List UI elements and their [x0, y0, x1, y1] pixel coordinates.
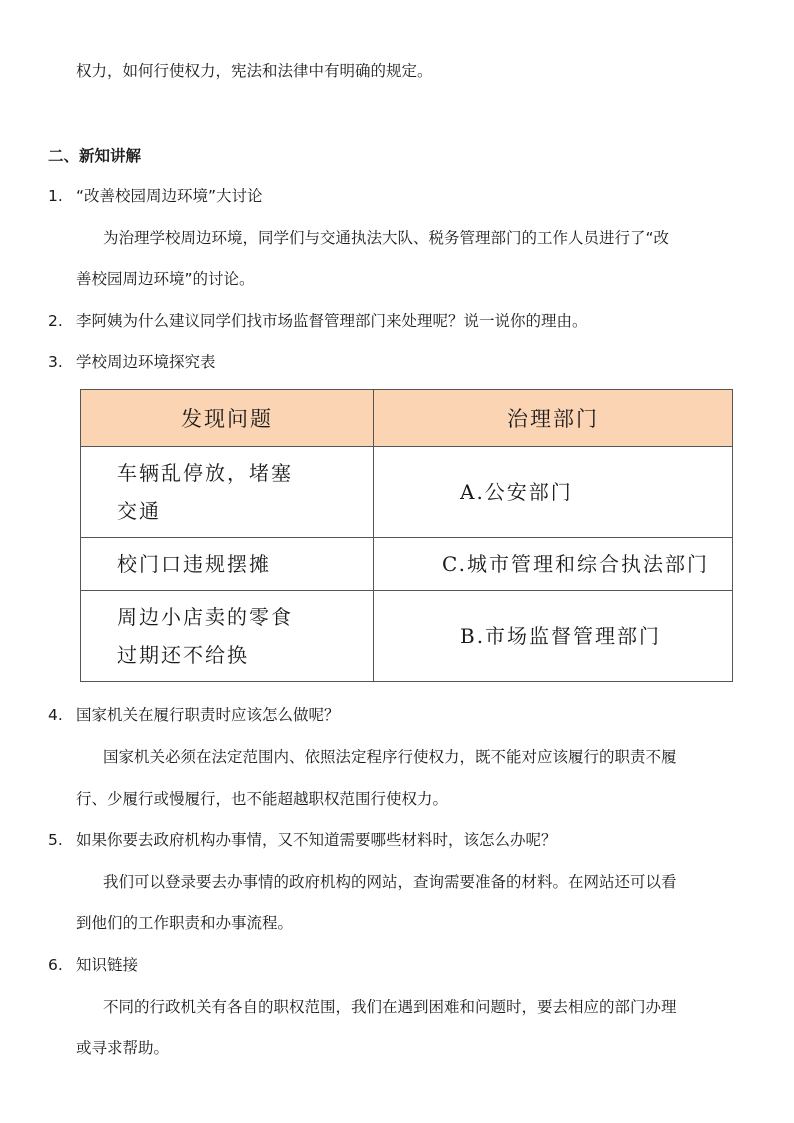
problem-cell [81, 538, 374, 591]
problem-text: 车辆乱停放，堵塞 [117, 461, 293, 485]
item-number: 2. [48, 312, 63, 330]
item-text-materials-question: 如果你要去政府机构办事情，又不知道需要哪些材料时，该怎么办呢？ [76, 831, 557, 849]
paragraph-5-line-1: 我们可以登录要去办事情的政府机构的网站，查询需要准备的材料。在网站还可以看 [103, 873, 677, 891]
department-text: B.市场监督管理部门 [460, 624, 662, 648]
intro-line: 权力，如何行使权力，宪法和法律中有明确的规定。 [76, 62, 433, 80]
paragraph-1-line-2: 善校园周边环境”的讨论。 [76, 270, 255, 288]
item-text-knowledge-link: 知识链接 [76, 956, 139, 974]
exploration-table [80, 389, 733, 682]
table-row [81, 591, 733, 682]
table-row [81, 538, 733, 591]
problem-text: 周边小店卖的零食 [117, 605, 293, 629]
item-number: 5. [48, 831, 63, 849]
section-heading: 二、新知讲解 [48, 147, 142, 165]
department-text: C.城市管理和综合执法部门 [442, 552, 709, 576]
item-text-discussion: “改善校园周边环境”大讨论 [76, 187, 263, 205]
problem-text: 校门口违规摆摊 [117, 552, 271, 576]
department-cell [374, 591, 733, 682]
department-cell [374, 447, 733, 538]
item-number: 4. [48, 706, 63, 724]
department-text: A.公安部门 [460, 480, 573, 504]
table-row [81, 447, 733, 538]
paragraph-4-line-1: 国家机关必须在法定范围内、依照法定程序行使权力，既不能对应该履行的职责不履 [103, 748, 677, 766]
problem-text: 过期还不给换 [117, 643, 249, 667]
item-number: 6. [48, 956, 63, 974]
item-number: 3. [48, 353, 63, 371]
paragraph-4-line-2: 行、少履行或慢履行，也不能超越职权范围行使权力。 [76, 790, 449, 808]
department-cell [374, 538, 733, 591]
problem-cell [81, 447, 374, 538]
paragraph-6-line-1: 不同的行政机关有各自的职权范围，我们在遇到困难和问题时，要去相应的部门办理 [103, 998, 677, 1016]
problem-text: 交通 [117, 499, 161, 523]
table-header-department: 治理部门 [374, 390, 733, 447]
paragraph-5-line-2: 到他们的工作职责和办事流程。 [76, 914, 294, 932]
item-text-question: 李阿姨为什么建议同学们找市场监督管理部门来处理呢？说一说你的理由。 [76, 312, 588, 330]
item-number: 1. [48, 187, 63, 205]
paragraph-1-line-1: 为治理学校周边环境，同学们与交通执法大队、税务管理部门的工作人员进行了“改 [103, 229, 670, 247]
table-header-problem: 发现问题 [81, 390, 374, 447]
problem-cell [81, 591, 374, 682]
paragraph-6-line-2: 或寻求帮助。 [76, 1039, 170, 1057]
item-text-duty-question: 国家机关在履行职责时应该怎么做呢？ [76, 706, 340, 724]
item-text-table-title: 学校周边环境探究表 [76, 353, 216, 371]
